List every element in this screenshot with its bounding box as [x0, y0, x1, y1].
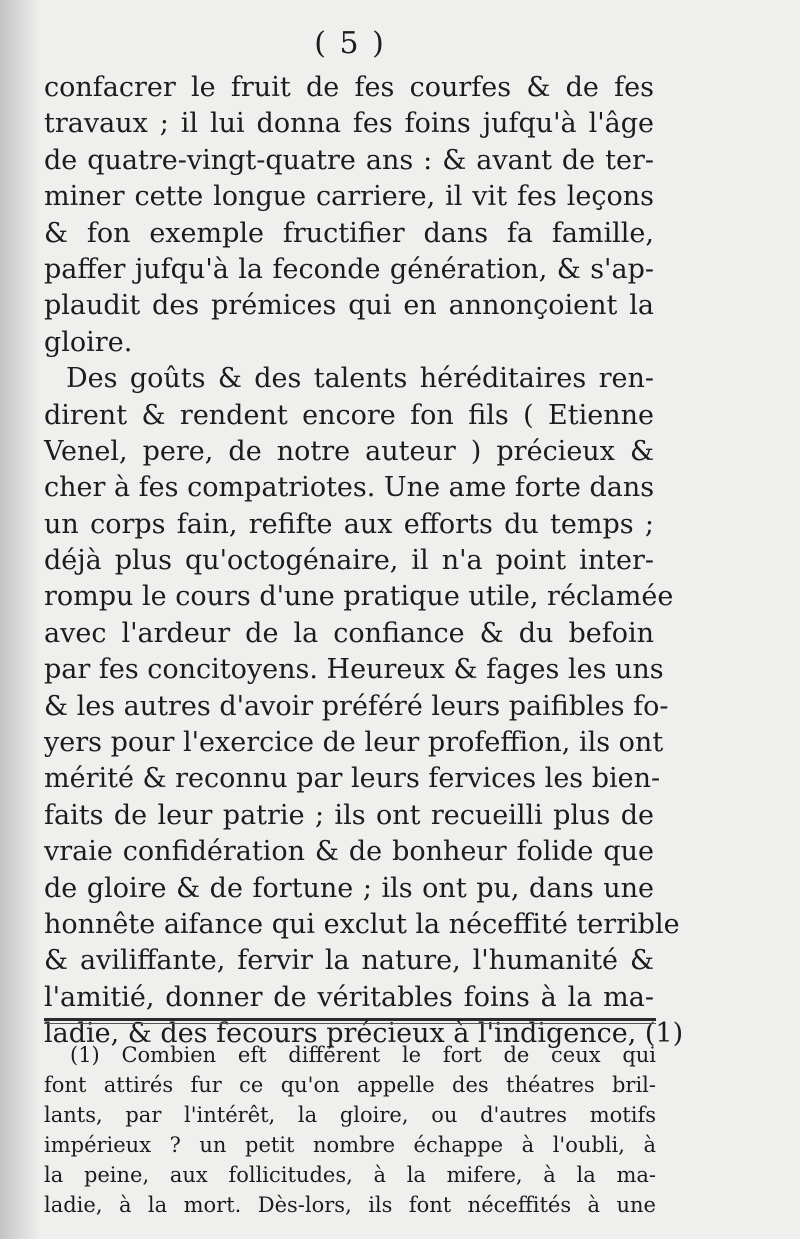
text-line: gloire.	[44, 326, 133, 358]
text-line: mérité & reconnu par leurs fervices les bien-	[44, 763, 661, 795]
text-line: & fon exemple fructifier dans fa famille,	[44, 217, 654, 249]
text-line: rompu le cours d'une pratique utile, réclamée	[44, 581, 674, 613]
text-line: cher à fes compatriotes. Une ame forte dans	[44, 472, 655, 504]
text-line: vraie confidération & de bonheur folide que	[44, 836, 654, 868]
text-line: miner cette longue carriere, il vit fes leçons	[44, 181, 654, 213]
footnote	[44, 1040, 656, 1220]
text-line: yers pour l'exercice de leur profeffion, ils ont	[44, 727, 664, 759]
footnote-divider	[44, 1018, 656, 1024]
footnote-line: ladie, à la mort. Dès-lors, ils font néceffités à une	[44, 1193, 656, 1217]
page-number: ( 5 )	[314, 26, 386, 61]
text-line: plaudit des prémices qui en annonçoient la	[44, 290, 654, 322]
text-line: de gloire & de fortune ; ils ont pu, dans une	[44, 872, 654, 904]
footnote-line: (1) Combien eft différent le fort de ceux qui	[70, 1043, 656, 1067]
text-line: dirent & rendent encore fon fils ( Etienne	[44, 399, 654, 431]
main-text	[44, 70, 684, 1053]
text-line: avec l'ardeur de la confiance & du befoin	[44, 617, 654, 649]
text-line: par fes concitoyens. Heureux & fages les uns	[44, 654, 664, 686]
text-line: l'amitié, donner de véritables foins à la ma-	[44, 981, 654, 1013]
text-line: honnête aifance qui exclut la néceffité terrible	[44, 908, 680, 940]
footnote-line: lants, par l'intérêt, la gloire, ou d'autres motifs	[44, 1103, 656, 1127]
footnote-line: impérieux ? un petit nombre échappe à l'oubli, à	[44, 1133, 656, 1157]
text-line: & aviliffante, fervir la nature, l'humanité &	[44, 945, 654, 977]
text-line: de quatre-vingt-quatre ans : & avant de ter-	[44, 144, 654, 176]
text-line: travaux ; il lui donna fes foins jufqu'à l'âge	[44, 108, 654, 140]
text-line: déjà plus qu'octogénaire, il n'a point inter-	[44, 545, 654, 577]
footnote-line: font attirés fur ce qu'on appelle des théatres bril-	[44, 1073, 656, 1097]
text-line: & les autres d'avoir préféré leurs paifibles fo-	[44, 690, 669, 722]
text-line: Venel, pere, de notre auteur ) précieux &	[44, 435, 654, 467]
text-line: ladie, & des fecours précieux à l'indigence, (1)	[44, 1018, 684, 1050]
text-line: faits de leur patrie ; ils ont recueilli plus de	[44, 799, 654, 831]
text-line: un corps fain, refifte aux efforts du temps ;	[44, 508, 654, 540]
text-line: confacrer le fruit de fes courfes & de fes	[44, 72, 654, 103]
text-line: paffer jufqu'à la feconde génération, & s'ap-	[44, 253, 654, 285]
scan-gutter-shadow	[0, 0, 40, 1239]
text-line: Des goûts & des talents héréditaires ren-	[66, 363, 654, 395]
footnote-line: la peine, aux follicitudes, à la mifere, à la ma-	[44, 1163, 656, 1187]
